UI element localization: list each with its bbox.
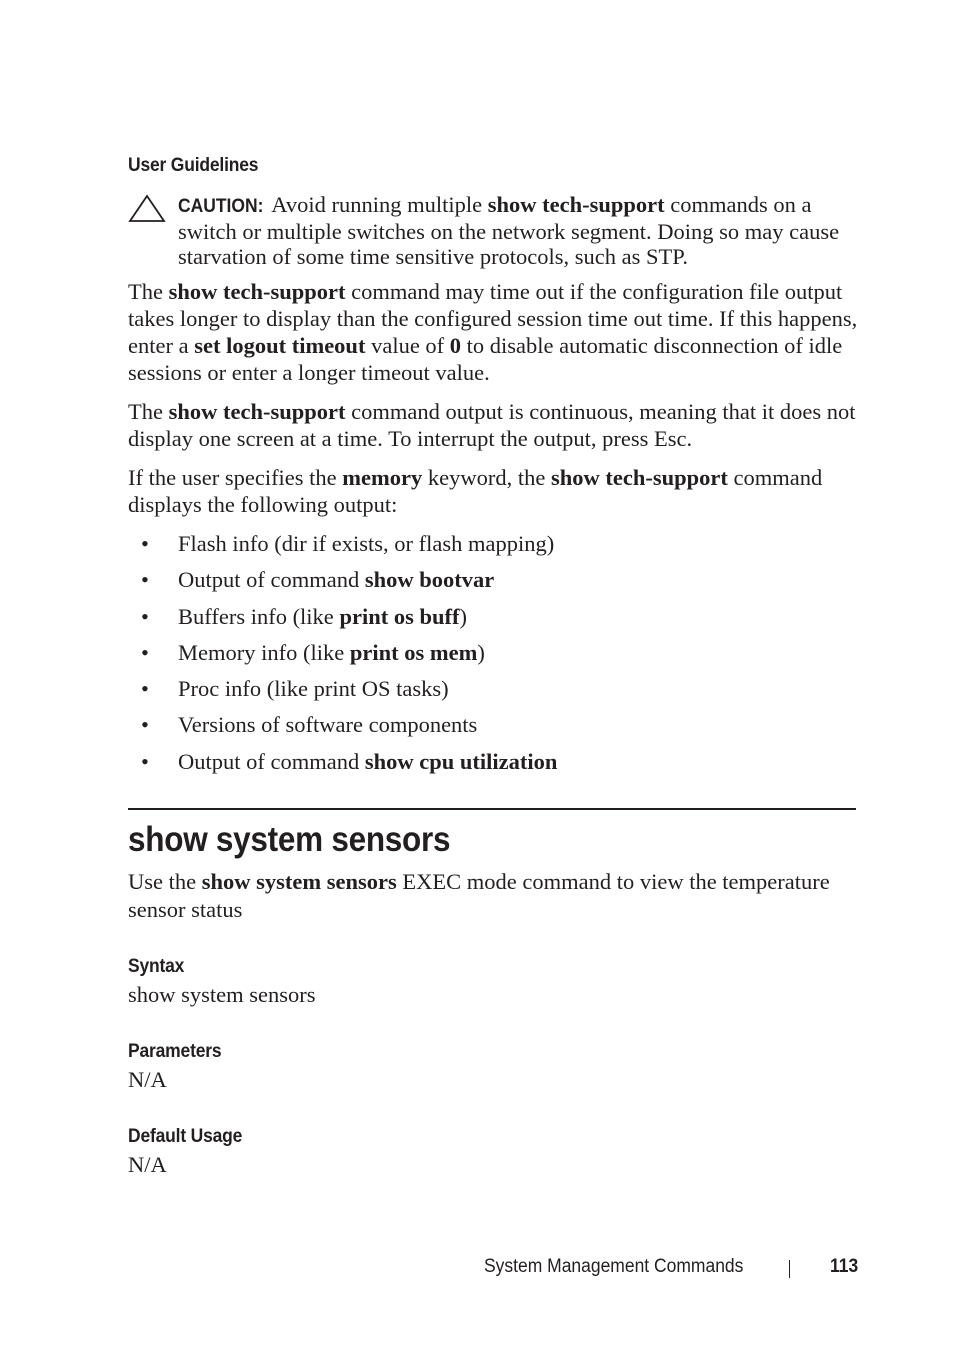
para1-text-3: value of [371, 333, 445, 358]
caution-label: CAUTION: [178, 196, 264, 217]
caution-note [178, 192, 858, 269]
desc-text-2: EXEC mode command to view the temperature sensor status [128, 869, 830, 922]
para3-command: show tech-support [550, 465, 728, 490]
para1-zero-value: 0 [449, 333, 462, 358]
parameters-value: N/A [128, 1067, 167, 1092]
bullet-text: Flash info (dir if exists, or flash mapping) [178, 531, 555, 556]
desc-text-1: Use the [128, 869, 197, 894]
page-number: 113 [830, 1256, 859, 1277]
bullet-icon: • [141, 639, 149, 665]
bullet-icon: • [141, 531, 149, 556]
para1-text-2: command may time out if the configuration file output takes longer to display than the configured session time out time. If this happens, enter a [128, 279, 858, 358]
bullet-text: Proc info (like print OS tasks) [178, 676, 449, 702]
caution-triangle-icon [128, 194, 166, 224]
list-item [128, 711, 858, 747]
para3-memory-keyword: memory [342, 465, 423, 490]
list-item [128, 748, 858, 784]
para1-command: show tech-support [168, 279, 346, 304]
list-item [128, 639, 858, 675]
para3-text-3: command displays the following output: [128, 465, 823, 517]
bullet-text: Buffers info (like [178, 603, 334, 629]
list-item [128, 603, 858, 639]
para2-text-2: command output is continuous, meaning that it does not display one screen at a time. To interrupt the output, press Esc. [128, 399, 856, 451]
bullet-icon: • [141, 676, 149, 702]
para2-command: show tech-support [168, 399, 346, 424]
bullet-icon: • [141, 567, 149, 593]
para1-text-4: to disable automatic disconnection of idle sessions or enter a longer timeout value. [128, 333, 843, 385]
paragraph-memory-keyword [128, 464, 858, 518]
bullet-command: show bootvar [364, 567, 495, 593]
desc-command: show system sensors [201, 869, 397, 894]
caution-command: show tech-support [487, 192, 665, 217]
paragraph-timeout [128, 278, 858, 386]
list-item [128, 675, 858, 711]
bullet-close-paren: ) [459, 603, 467, 629]
para1-text-1: The [128, 279, 163, 304]
para3-text-2: keyword, the [427, 465, 546, 490]
list-item [128, 530, 858, 566]
command-description [128, 868, 858, 924]
parameters-heading: Parameters [128, 1041, 222, 1062]
syntax-value: show system sensors [128, 982, 316, 1007]
bullet-text: Versions of software components [178, 712, 478, 738]
paragraph-continuous-output [128, 398, 858, 452]
bullet-command: show cpu utilization [364, 748, 558, 774]
para3-text-1: If the user specifies the [128, 465, 337, 490]
output-bullet-list [128, 530, 858, 784]
user-guidelines-heading: User Guidelines [128, 155, 259, 176]
footer-section-title: System Management Commands [484, 1256, 744, 1277]
caution-text-1: Avoid running multiple [271, 192, 483, 217]
bullet-icon: • [141, 603, 149, 629]
list-item [128, 566, 858, 602]
bullet-command: print os mem [349, 639, 478, 665]
default-usage-value: N/A [128, 1152, 167, 1177]
command-title: show system sensors [128, 820, 451, 859]
para1-logout-command: set logout timeout [194, 333, 366, 358]
section-divider [128, 808, 856, 810]
caution-text-2: commands on a switch or multiple switches on the network segment. Doing so may cause starvation of some time sensitive protocols, such as STP. [178, 192, 840, 269]
bullet-close-paren: ) [477, 639, 485, 665]
bullet-icon: • [141, 712, 149, 738]
bullet-text: Memory info (like [178, 639, 345, 665]
default-usage-heading: Default Usage [128, 1126, 243, 1147]
para2-text-1: The [128, 399, 163, 424]
bullet-text: Output of command [178, 567, 360, 593]
footer-separator [789, 1260, 790, 1278]
syntax-heading: Syntax [128, 956, 185, 977]
bullet-icon: • [141, 748, 149, 774]
bullet-command: print os buff [339, 603, 460, 629]
bullet-text: Output of command [178, 748, 360, 774]
